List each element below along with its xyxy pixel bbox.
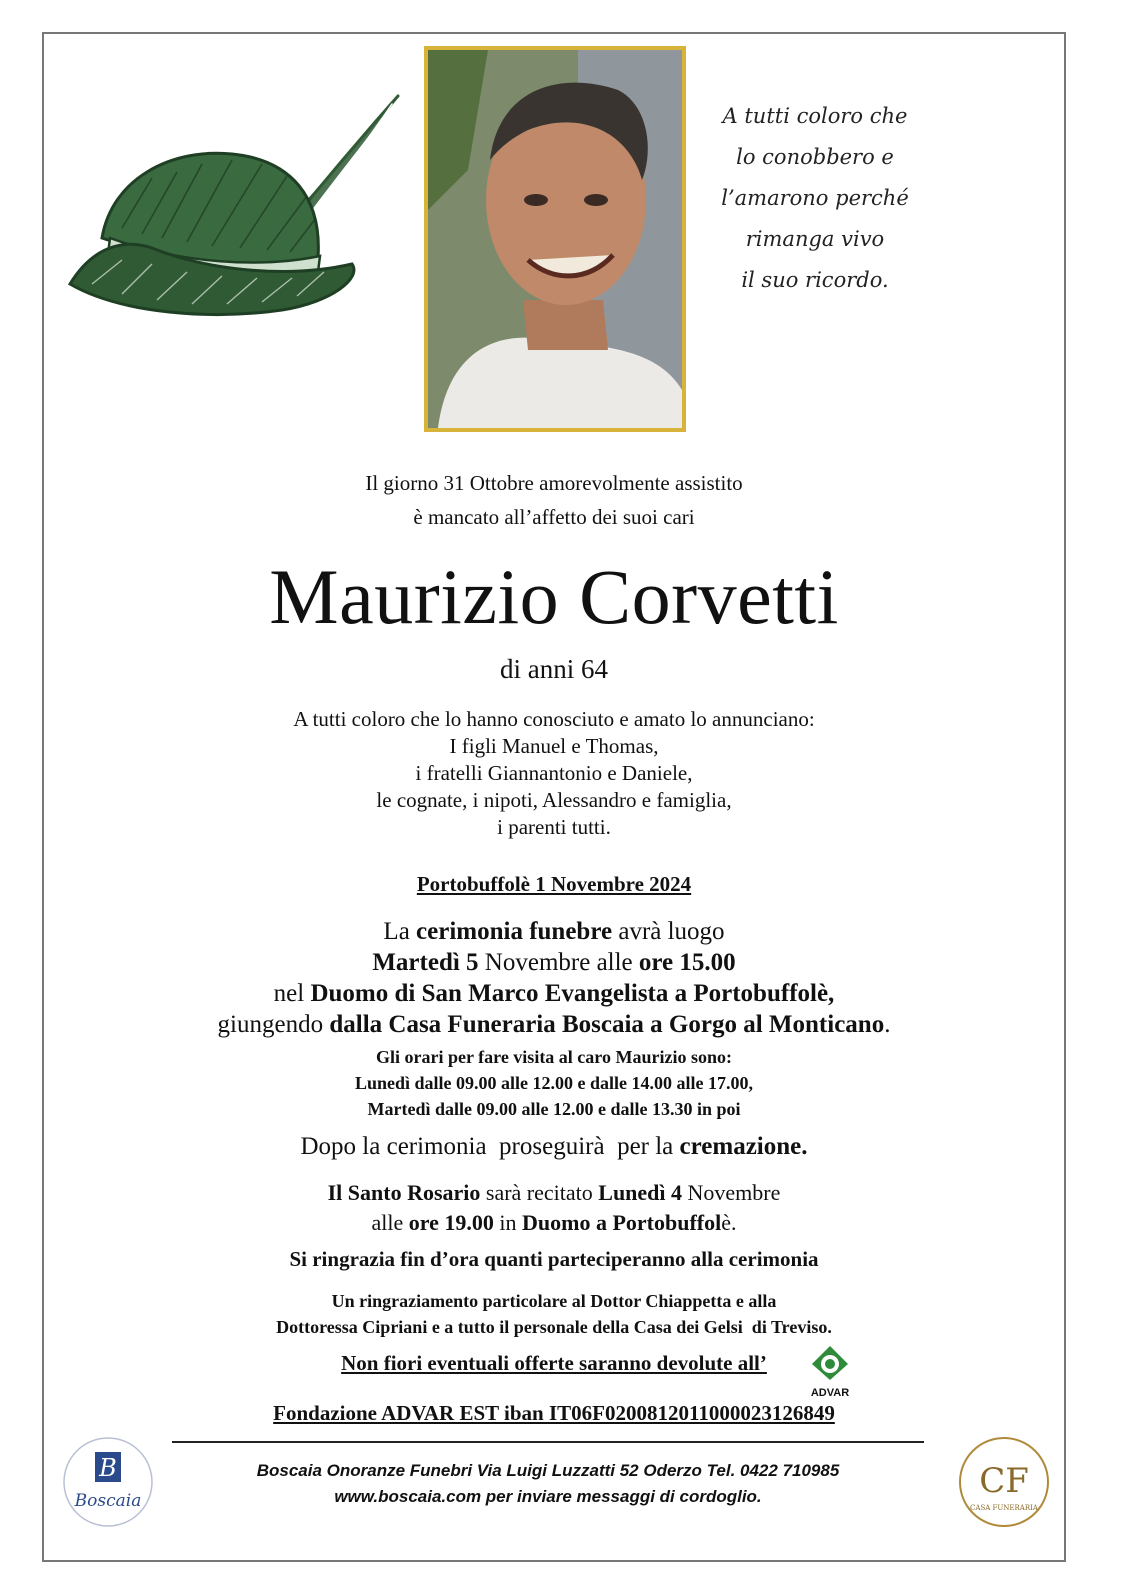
casa-funeraria-monogram: CF — [979, 1461, 1029, 1501]
boscaia-logo — [62, 1436, 154, 1528]
donation-iban — [42, 1398, 1066, 1428]
donation-note — [42, 1348, 1066, 1378]
funeral-home-footer — [172, 1458, 924, 1510]
advar-icon — [810, 1344, 850, 1382]
general-thanks: Si ringrazia fin d’ora quanti parteciperanno alla cerimonia — [289, 1247, 819, 1271]
deceased-age: di anni 64 — [500, 654, 608, 684]
announcement-line: i fratelli Giannantonio e Daniele, — [415, 761, 693, 785]
boscaia-wordmark: Boscaia — [74, 1491, 142, 1511]
quote-line: l’amarono perché — [721, 186, 909, 210]
alpine-hat-illustration — [62, 88, 408, 348]
announcement-line: A tutti coloro che lo hanno conosciuto e amato lo annunciano: — [293, 707, 815, 731]
special-thanks — [42, 1288, 1066, 1340]
advar-logo — [804, 1344, 856, 1404]
portrait-photo — [424, 46, 686, 432]
quote-line: rimanga vivo — [745, 227, 885, 251]
ceremony-details — [42, 916, 1066, 1040]
intro-line: Il giorno 31 Ottobre amorevolmente assistito — [365, 471, 743, 495]
death-intro — [42, 466, 1066, 534]
rosary-details — [42, 1178, 1066, 1238]
rosary-line: Il Santo Rosario sarà recitato Lunedì 4 Novembre — [327, 1180, 781, 1205]
memorial-quote — [700, 96, 930, 301]
thanks-line: Un ringraziamento particolare al Dottor Chiappetta e alla — [331, 1291, 777, 1311]
rosary-line: alle ore 19.00 in Duomo a Portobuffolè. — [371, 1210, 737, 1235]
visits-line: Martedì dalle 09.00 alle 12.00 e dalle 13.30 in poi — [367, 1099, 741, 1119]
donation-text: Non fiori eventuali offerte saranno devolute all’ — [341, 1351, 767, 1375]
thanks-line: Dottoressa Cipriani e a tutto il personale della Casa dei Gelsi di Treviso. — [276, 1317, 832, 1337]
announcement-line: le cognate, i nipoti, Alessandro e famiglia, — [376, 788, 732, 812]
announcement-line: I figli Manuel e Thomas, — [449, 734, 659, 758]
ceremony-line: giungendo dalla Casa Funeraria Boscaia a Gorgo al Monticano. — [217, 1011, 891, 1038]
quote-line: A tutti coloro che — [722, 104, 908, 128]
visits-line: Gli orari per fare visita al caro Maurizio sono: — [376, 1047, 732, 1067]
portrait-figure — [428, 50, 682, 428]
footer-address: Boscaia Onoranze Funebri Via Luigi Luzzatti 52 Oderzo Tel. 0422 710985 — [256, 1461, 840, 1480]
intro-line: è mancato all’affetto dei suoi cari — [413, 505, 695, 529]
visits-line: Lunedì dalle 09.00 alle 12.00 e dalle 14.00 alle 17.00, — [354, 1073, 753, 1093]
ceremony-line: Martedì 5 Novembre alle ore 15.00 — [372, 949, 736, 976]
deceased-name: Maurizio Corvetti — [269, 553, 839, 640]
announcement-line: i parenti tutti. — [497, 815, 611, 839]
ceremony-line: La cerimonia funebre avrà luogo — [383, 918, 725, 945]
ceremony-line: nel Duomo di San Marco Evangelista a Portobuffolè, — [273, 980, 835, 1007]
quote-line: il suo ricordo. — [741, 268, 889, 292]
family-announcement — [42, 706, 1066, 841]
quote-line: lo conobbero e — [736, 145, 894, 169]
footer-divider — [172, 1441, 924, 1443]
boscaia-monogram: B — [99, 1454, 117, 1482]
advar-label: ADVAR — [810, 1387, 850, 1399]
casa-funeraria-wordmark: CASA FUNERARIA — [970, 1504, 1038, 1512]
place-date-text: Portobuffolè 1 Novembre 2024 — [416, 872, 692, 896]
footer-website: www.boscaia.com per inviare messaggi di cordoglio. — [334, 1487, 762, 1506]
cremation-note: Dopo la cerimonia proseguirà per la cremazione. — [300, 1133, 808, 1160]
place-and-date — [42, 870, 1066, 898]
visiting-hours — [42, 1044, 1066, 1122]
casa-funeraria-logo — [958, 1436, 1050, 1528]
iban-text: Fondazione ADVAR EST iban IT06F0200812011000023126849 — [273, 1401, 835, 1425]
